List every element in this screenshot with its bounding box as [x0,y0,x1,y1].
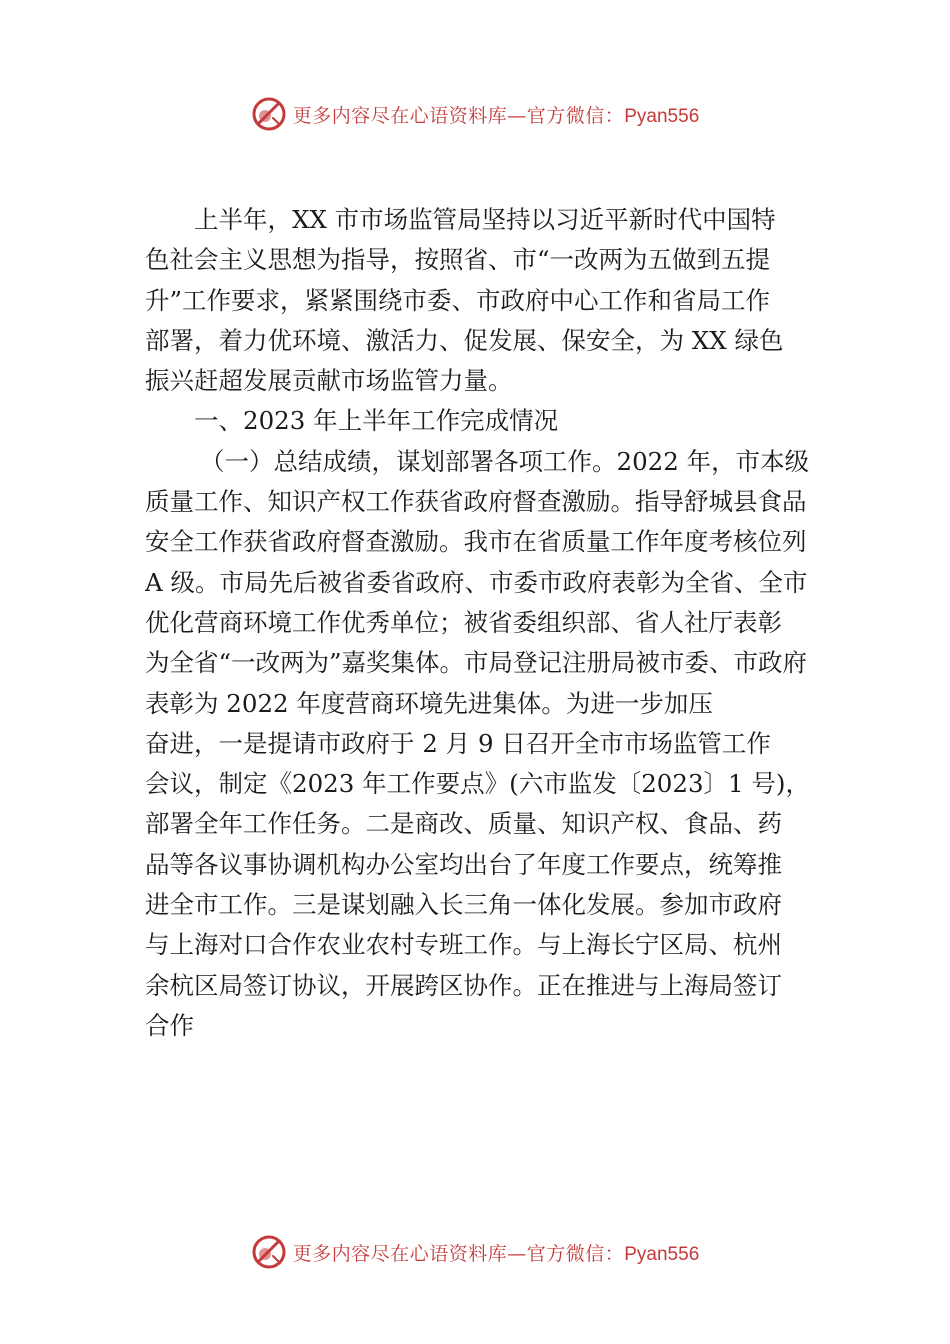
body-line: 振兴赶超发展贡献市场监管力量。 [145,366,513,396]
body-line: 表彰为 2022 年度营商环境先进集体。为进一步加压 [145,688,713,718]
body-line: 安全工作获省政府督查激励。我市在省质量工作年度考核位列 [145,527,807,557]
header-banner [0,92,950,136]
body-line: 升”工作要求，紧紧围绕市委、市政府中心工作和省局工作 [145,285,771,315]
body-line: 上半年，XX 市市场监管局坚持以习近平新时代中国特 [194,205,776,234]
body-line: （一）总结成绩，谋划部署各项工作。2022 年，市本级 [200,446,810,476]
body-line: 优化营商环境工作优秀单位；被省委组织部、省人社厅表彰 [145,607,782,637]
body-line: A 级。市局先后被省委省政府、市委市政府表彰为全省、全市 [145,567,808,597]
footer-banner [0,1230,950,1274]
body-line: 余杭区局签订协议，开展跨区协作。正在推进与上海局签订 [145,970,782,1000]
body-line: 为全省“一改两为”嘉奖集体。市局登记注册局被市委、市政府 [145,648,808,678]
document-body [145,200,825,1046]
header-banner-text [293,101,700,128]
header-banner-wechat: Pyan556 [624,105,700,127]
body-line: 部署全年工作任务。二是商改、质量、知识产权、食品、药 [145,809,782,839]
footer-banner-text [293,1239,700,1266]
body-line: 进全市工作。三是谋划融入长三角一体化发展。参加市政府 [145,890,782,920]
body-line: 质量工作、知识产权工作获省政府督查激励。指导舒城县食品 [145,487,807,517]
body-line: 会议，制定《2023 年工作要点》(六市监发〔2023〕1 号)， [145,769,810,799]
body-line: 品等各议事协调机构办公室均出台了年度工作要点，统筹推 [145,849,782,879]
body-line: 与上海对口合作农业农村专班工作。与上海长宁区局、杭州 [145,930,782,960]
section-heading: 一、2023 年上半年工作完成情况 [194,406,559,436]
brush-logo-icon [251,1234,287,1270]
header-banner-label: 更多内容尽在心语资料库—官方微信： [292,104,625,127]
body-line: 奋进，一是提请市政府于 2 月 9 日召开全市市场监管工作 [145,728,771,758]
footer-banner-wechat: Pyan556 [624,1243,700,1265]
body-line: 合作 [145,1010,194,1040]
brush-logo-icon [251,96,287,132]
body-line: 部署，着力优环境、激活力、促发展、保安全，为 XX 绿色 [145,325,784,355]
body-line: 色社会主义思想为指导，按照省、市“一改两为五做到五提 [145,245,771,275]
footer-banner-label: 更多内容尽在心语资料库—官方微信： [292,1242,625,1265]
